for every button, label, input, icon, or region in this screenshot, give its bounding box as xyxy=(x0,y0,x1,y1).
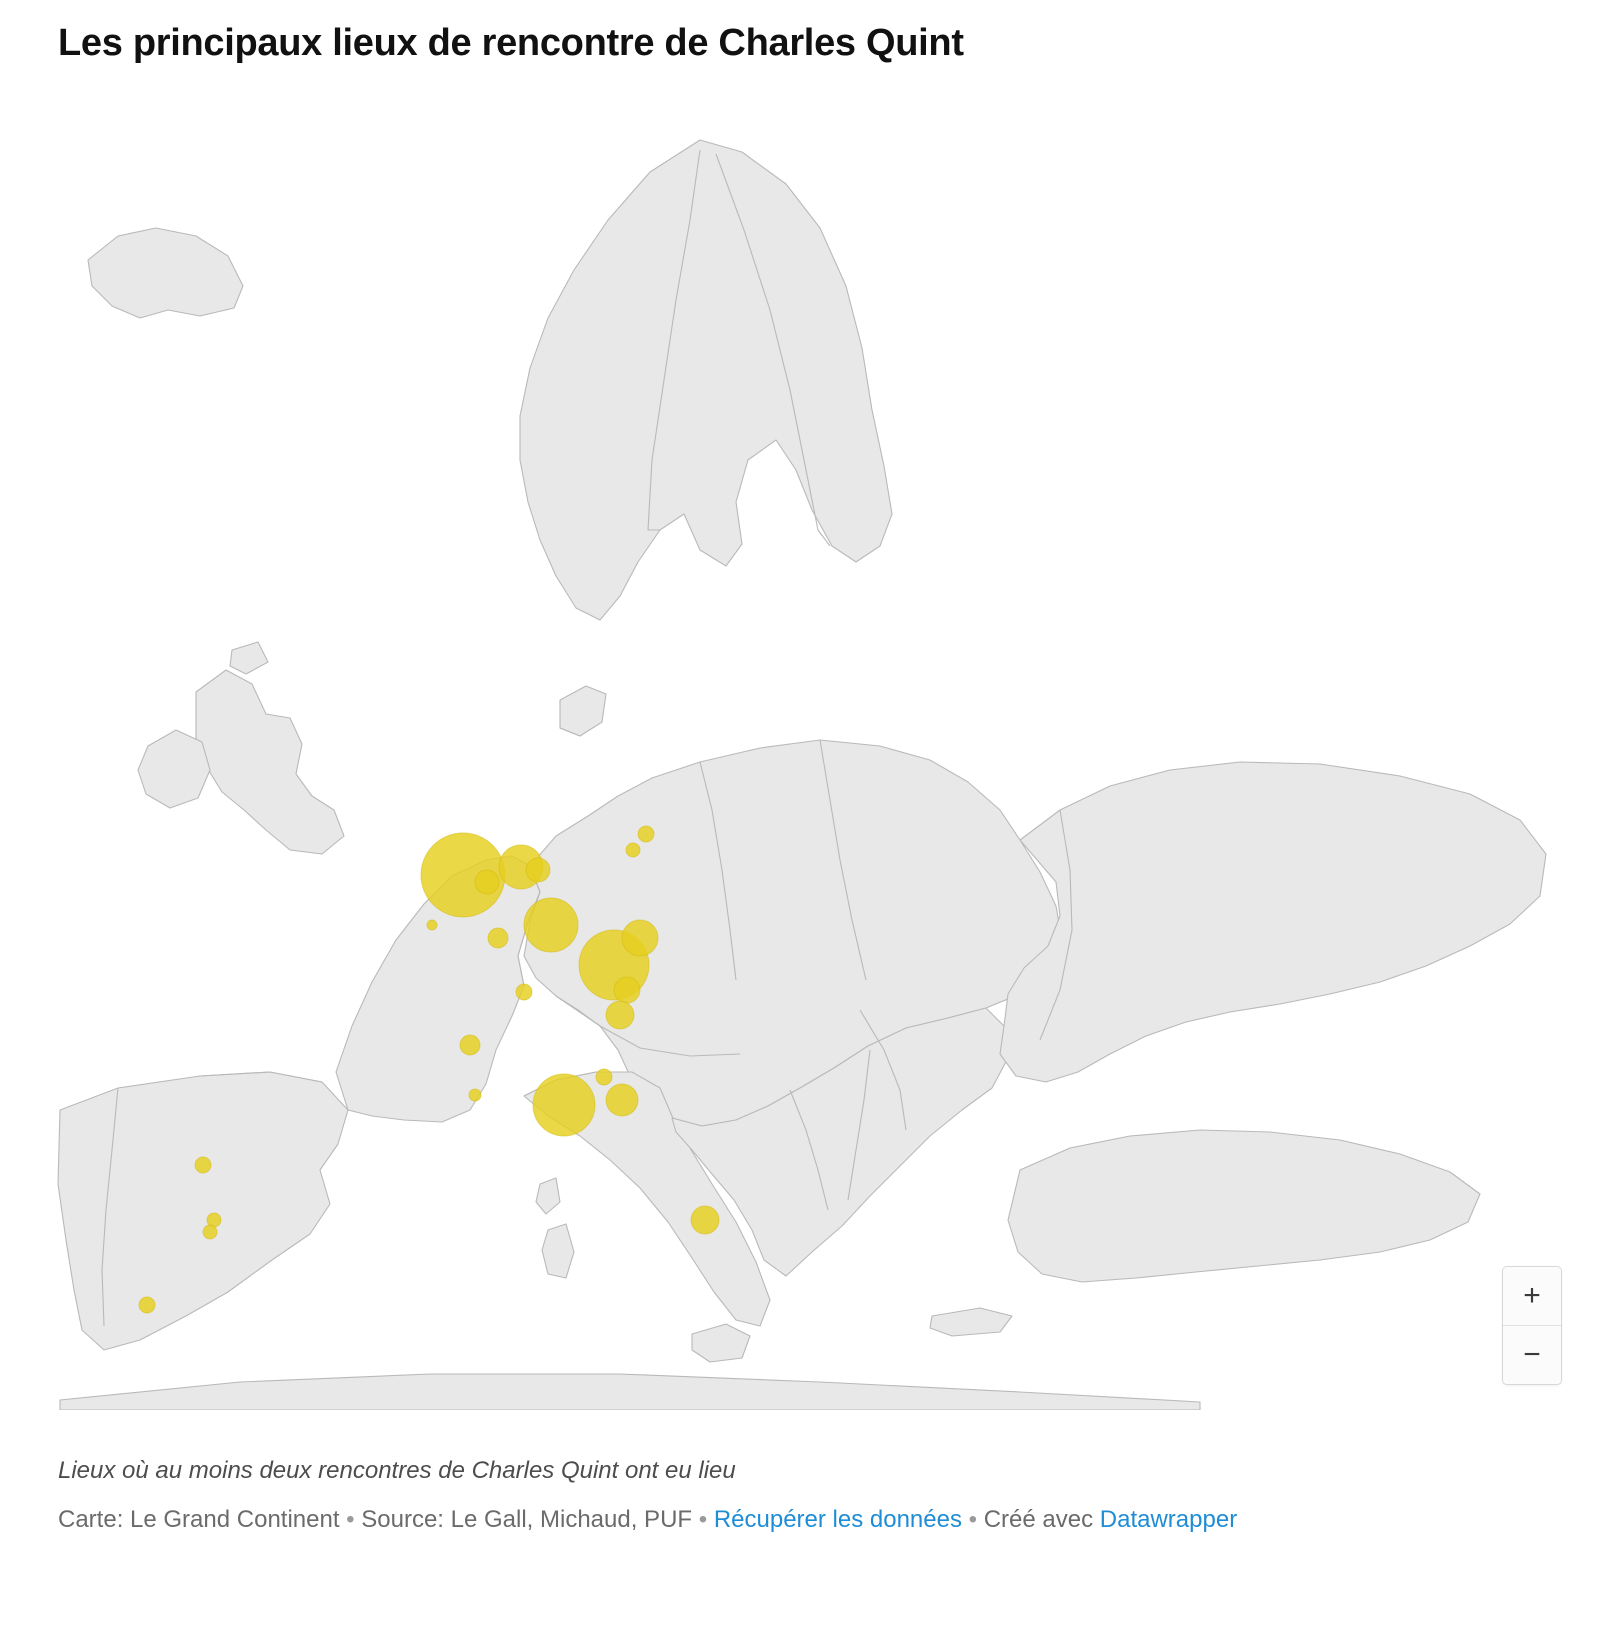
land-great-britain xyxy=(196,670,344,854)
get-the-data-link[interactable]: Récupérer les données xyxy=(713,1506,962,1534)
map-bubble[interactable] xyxy=(622,920,658,956)
map-bubble[interactable] xyxy=(469,1089,481,1101)
datawrapper-link[interactable]: Datawrapper xyxy=(1099,1506,1238,1534)
credit-map: Carte: Le Grand Continent xyxy=(58,1506,340,1534)
credit-separator-1: • xyxy=(346,1506,355,1534)
zoom-controls[interactable] xyxy=(1502,1266,1562,1385)
map-bubble[interactable] xyxy=(526,858,550,882)
land-scotland-north xyxy=(230,642,268,674)
land-denmark xyxy=(560,686,606,736)
chart-footer xyxy=(58,1455,1558,1537)
landmasses xyxy=(58,140,1546,1410)
map-bubble[interactable] xyxy=(516,984,532,1000)
chart-subtitle: Lieux où au moins deux rencontres de Charles Quint ont eu lieu xyxy=(58,1457,736,1484)
page-title: Les principaux lieux de rencontre de Charles Quint xyxy=(58,22,964,64)
map-bubble[interactable] xyxy=(427,920,437,930)
map-bubble[interactable] xyxy=(460,1035,480,1055)
map-canvas[interactable] xyxy=(0,110,1600,1410)
land-iberia xyxy=(58,1072,348,1350)
land-ireland xyxy=(138,730,210,808)
land-sardinia xyxy=(542,1224,574,1278)
map-bubble[interactable] xyxy=(139,1297,155,1313)
map-bubble[interactable] xyxy=(614,977,640,1003)
credit-source: Source: Le Gall, Michaud, PUF xyxy=(361,1506,693,1534)
europe-map-svg xyxy=(0,110,1600,1410)
map-bubble[interactable] xyxy=(524,898,578,952)
map-bubble[interactable] xyxy=(638,826,654,842)
land-crete xyxy=(930,1308,1012,1336)
map-bubble[interactable] xyxy=(606,1084,638,1116)
credit-separator-3: • xyxy=(968,1506,978,1534)
map-bubble[interactable] xyxy=(195,1157,211,1173)
land-corsica xyxy=(536,1178,560,1214)
map-bubble[interactable] xyxy=(596,1069,612,1085)
zoom-in-button[interactable]: + xyxy=(1503,1267,1561,1326)
map-bubble[interactable] xyxy=(626,843,640,857)
land-iceland xyxy=(88,228,243,318)
map-bubble[interactable] xyxy=(606,1001,634,1029)
chart-credits xyxy=(58,1504,1558,1536)
map-bubble[interactable] xyxy=(691,1206,719,1234)
map-bubble[interactable] xyxy=(475,870,499,894)
land-sicily xyxy=(692,1324,750,1362)
land-eastern-europe xyxy=(1000,762,1546,1082)
zoom-out-button[interactable]: − xyxy=(1503,1326,1561,1384)
land-north-africa xyxy=(60,1374,1200,1410)
map-bubble[interactable] xyxy=(488,928,508,948)
credit-separator-2: • xyxy=(698,1506,708,1534)
map-bubble[interactable] xyxy=(203,1225,217,1239)
land-anatolia xyxy=(1008,1130,1480,1282)
created-with-label: Créé avec xyxy=(983,1506,1094,1534)
map-bubble[interactable] xyxy=(533,1074,595,1136)
land-scandinavia xyxy=(520,140,892,620)
